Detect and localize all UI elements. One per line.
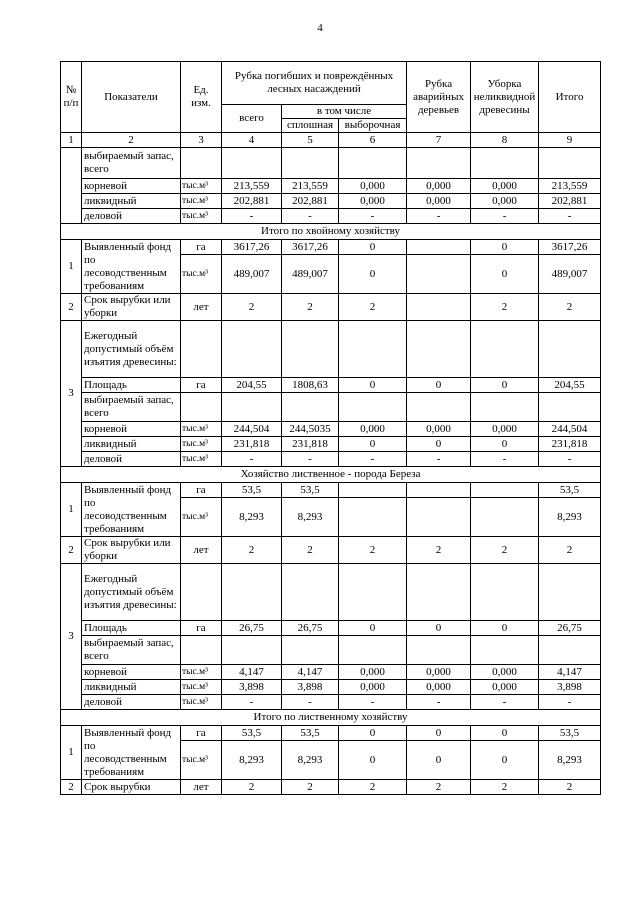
cell: 26,75 <box>539 621 601 636</box>
table-row <box>61 695 601 710</box>
cell: - <box>539 209 601 224</box>
cell: 0 <box>339 255 407 294</box>
cell: 0 <box>339 621 407 636</box>
cell: 2 <box>339 780 407 795</box>
col-number: 5 <box>282 133 339 148</box>
cell: 0 <box>339 741 407 780</box>
row-label: ликвидный <box>82 194 181 209</box>
cell: 0 <box>407 437 471 452</box>
table-row <box>61 437 601 452</box>
row-label: Выявленный фонд по лесоводственным требованиям <box>82 240 181 294</box>
cell: 2 <box>282 537 339 564</box>
cell: 0,000 <box>471 179 539 194</box>
table-row <box>61 483 601 498</box>
row-unit: тыс.м³ <box>181 695 222 710</box>
cell: 4,147 <box>282 665 339 680</box>
cell: 4,147 <box>539 665 601 680</box>
cell: - <box>471 695 539 710</box>
cell: 213,559 <box>282 179 339 194</box>
header-selective: выборочная <box>339 119 407 133</box>
row-unit: тыс.м³ <box>181 255 222 294</box>
cell: - <box>339 209 407 224</box>
row-label: ликвидный <box>82 437 181 452</box>
row-unit: тыс.м³ <box>181 680 222 695</box>
cell: 26,75 <box>282 621 339 636</box>
cell <box>407 498 471 537</box>
row-unit: тыс.м³ <box>181 452 222 467</box>
section-heading: Итого по хвойному хозяйству <box>61 224 601 240</box>
row-number: 2 <box>61 537 82 564</box>
row-label: Ежегодный допустимый объём изъятия древесины: <box>82 564 181 621</box>
cell: - <box>282 695 339 710</box>
cell: 0,000 <box>407 680 471 695</box>
row-unit: тыс.м³ <box>181 437 222 452</box>
table-row <box>61 393 601 422</box>
cell: 0,000 <box>339 665 407 680</box>
row-unit: тыс.м³ <box>181 498 222 537</box>
table-row <box>61 621 601 636</box>
header-total: всего <box>222 105 282 133</box>
cell: 2 <box>339 537 407 564</box>
cell: 0 <box>407 726 471 741</box>
cell: 53,5 <box>222 483 282 498</box>
cell: - <box>407 695 471 710</box>
row-label: Площадь <box>82 621 181 636</box>
cell: 244,504 <box>539 422 601 437</box>
row-label: Срок вырубки или уборки <box>82 294 181 321</box>
cell: 2 <box>222 294 282 321</box>
cell <box>339 483 407 498</box>
cell: 0 <box>339 726 407 741</box>
cell: 202,881 <box>222 194 282 209</box>
cell: 0,000 <box>471 194 539 209</box>
row-unit: га <box>181 483 222 498</box>
cell: 2 <box>539 294 601 321</box>
cell: 0,000 <box>339 194 407 209</box>
cell: - <box>222 695 282 710</box>
cell: 0 <box>339 437 407 452</box>
cell <box>339 498 407 537</box>
row-label: деловой <box>82 695 181 710</box>
cell: 213,559 <box>539 179 601 194</box>
table-row <box>61 452 601 467</box>
cell: 2 <box>471 294 539 321</box>
row-number: 3 <box>61 321 82 467</box>
cell: 0 <box>471 621 539 636</box>
row-unit: лет <box>181 537 222 564</box>
row-number: 1 <box>61 240 82 294</box>
cell: 1808,63 <box>282 378 339 393</box>
cell: 0 <box>471 378 539 393</box>
row-label: Срок вырубки или уборки <box>82 537 181 564</box>
row-label: корневой <box>82 179 181 194</box>
cell <box>407 294 471 321</box>
cell: - <box>407 452 471 467</box>
cell: 0 <box>471 255 539 294</box>
cell: 204,55 <box>539 378 601 393</box>
table-row <box>61 378 601 393</box>
cell: 0,000 <box>407 194 471 209</box>
table-row <box>61 537 601 564</box>
cell: 0,000 <box>339 179 407 194</box>
cell: 8,293 <box>282 498 339 537</box>
cell: 2 <box>539 537 601 564</box>
row-unit: тыс.м³ <box>181 422 222 437</box>
cell: - <box>282 209 339 224</box>
cell: 0,000 <box>407 179 471 194</box>
cell: 0 <box>471 741 539 780</box>
section-heading: Итого по лиственному хозяйству <box>61 710 601 726</box>
cell: 2 <box>407 780 471 795</box>
row-unit: лет <box>181 294 222 321</box>
cell: 0 <box>407 621 471 636</box>
cell: 53,5 <box>222 726 282 741</box>
table-row <box>61 148 601 179</box>
row-number: 1 <box>61 726 82 780</box>
cell <box>407 483 471 498</box>
cell: 0,000 <box>339 680 407 695</box>
cell: 0 <box>471 726 539 741</box>
cell: 202,881 <box>282 194 339 209</box>
row-number: 2 <box>61 780 82 795</box>
forest-harvest-table <box>60 61 601 795</box>
row-number: 3 <box>61 564 82 710</box>
cell: 0 <box>471 240 539 255</box>
cell: 244,5035 <box>282 422 339 437</box>
cell: 53,5 <box>282 726 339 741</box>
header-num: № п/п <box>61 62 82 133</box>
cell: - <box>471 209 539 224</box>
cell: 53,5 <box>539 726 601 741</box>
cell: - <box>222 452 282 467</box>
cell: 2 <box>339 294 407 321</box>
cell: - <box>222 209 282 224</box>
header-including: в том числе <box>282 105 407 119</box>
cell: 0 <box>407 741 471 780</box>
table-row <box>61 726 601 741</box>
col-number: 8 <box>471 133 539 148</box>
row-unit: га <box>181 621 222 636</box>
cell: 244,504 <box>222 422 282 437</box>
table-row <box>61 209 601 224</box>
row-label: ликвидный <box>82 680 181 695</box>
page-number: 4 <box>317 22 323 34</box>
col-number: 1 <box>61 133 82 148</box>
cell: - <box>539 452 601 467</box>
header-indicators: Показатели <box>82 62 181 133</box>
cell <box>471 498 539 537</box>
cell: 231,818 <box>282 437 339 452</box>
cell: 0,000 <box>471 422 539 437</box>
cell <box>471 483 539 498</box>
cell: 204,55 <box>222 378 282 393</box>
cell: 213,559 <box>222 179 282 194</box>
row-label: выбираемый запас, всего <box>82 393 181 422</box>
header-clear: сплошная <box>282 119 339 133</box>
cell: 0,000 <box>471 680 539 695</box>
cell: 0,000 <box>339 422 407 437</box>
table-row <box>61 240 601 255</box>
cell: 0,000 <box>407 422 471 437</box>
cell: 231,818 <box>222 437 282 452</box>
table-row <box>61 636 601 665</box>
cell: 8,293 <box>222 498 282 537</box>
table-row <box>61 194 601 209</box>
cell: 3617,26 <box>539 240 601 255</box>
row-label: деловой <box>82 452 181 467</box>
header-removal: Уборка неликвидной древесины <box>471 62 539 133</box>
cell <box>407 240 471 255</box>
cell: 489,007 <box>222 255 282 294</box>
cell <box>407 255 471 294</box>
cell: 2 <box>282 294 339 321</box>
table-row <box>61 422 601 437</box>
header-dead-felling: Рубка погибших и повреждённых лесных насаждений <box>222 62 407 105</box>
table-row <box>61 564 601 621</box>
header-emergency: Рубка аварийных деревьев <box>407 62 471 133</box>
cell: 3,898 <box>539 680 601 695</box>
col-number: 9 <box>539 133 601 148</box>
cell: 489,007 <box>282 255 339 294</box>
row-label: выбираемый запас, всего <box>82 636 181 665</box>
cell: 3617,26 <box>222 240 282 255</box>
table-row <box>61 321 601 378</box>
cell: 0 <box>471 437 539 452</box>
cell: 3617,26 <box>282 240 339 255</box>
section-heading: Хозяйство лиственное - порода Береза <box>61 467 601 483</box>
table-row <box>61 179 601 194</box>
cell: 8,293 <box>222 741 282 780</box>
row-unit: тыс.м³ <box>181 179 222 194</box>
cell: - <box>339 452 407 467</box>
col-number: 7 <box>407 133 471 148</box>
row-label: Выявленный фонд по лесоводственным требованиям <box>82 726 181 780</box>
cell: 0 <box>407 378 471 393</box>
row-unit: га <box>181 726 222 741</box>
cell: 3,898 <box>222 680 282 695</box>
cell: - <box>339 695 407 710</box>
column-number-row <box>61 133 601 148</box>
row-label: корневой <box>82 665 181 680</box>
header-result: Итого <box>539 62 601 133</box>
cell: 8,293 <box>539 498 601 537</box>
row-label: Площадь <box>82 378 181 393</box>
col-number: 3 <box>181 133 222 148</box>
row-label: Срок вырубки <box>82 780 181 795</box>
row-unit: лет <box>181 780 222 795</box>
cell: 3,898 <box>282 680 339 695</box>
cell: 2 <box>222 780 282 795</box>
cell: 231,818 <box>539 437 601 452</box>
cell: 2 <box>282 780 339 795</box>
cell: 53,5 <box>539 483 601 498</box>
cell: 0,000 <box>407 665 471 680</box>
cell: 26,75 <box>222 621 282 636</box>
cell: 2 <box>222 537 282 564</box>
table-row <box>61 294 601 321</box>
cell: 2 <box>539 780 601 795</box>
cell: - <box>282 452 339 467</box>
col-number: 4 <box>222 133 282 148</box>
row-unit: тыс.м³ <box>181 665 222 680</box>
cell: 53,5 <box>282 483 339 498</box>
col-number: 2 <box>82 133 181 148</box>
cell: 2 <box>471 780 539 795</box>
cell: - <box>407 209 471 224</box>
row-number: 1 <box>61 483 82 537</box>
cell: 4,147 <box>222 665 282 680</box>
row-unit: тыс.м³ <box>181 194 222 209</box>
row-label: Выявленный фонд по лесоводственным требованиям <box>82 483 181 537</box>
row-unit: тыс.м³ <box>181 209 222 224</box>
row-unit: га <box>181 378 222 393</box>
row-unit: тыс.м³ <box>181 741 222 780</box>
cell: - <box>539 695 601 710</box>
table-row <box>61 665 601 680</box>
cell: 8,293 <box>282 741 339 780</box>
col-number: 6 <box>339 133 407 148</box>
cell: 202,881 <box>539 194 601 209</box>
cell: 0,000 <box>471 665 539 680</box>
row-unit: га <box>181 240 222 255</box>
header-unit: Ед. изм. <box>181 62 222 133</box>
cell: 8,293 <box>539 741 601 780</box>
cell: - <box>471 452 539 467</box>
cell: 2 <box>471 537 539 564</box>
row-label: Ежегодный допустимый объём изъятия древесины: <box>82 321 181 378</box>
table-row <box>61 780 601 795</box>
row-label: выбираемый запас, всего <box>82 148 181 179</box>
cell: 489,007 <box>539 255 601 294</box>
row-label: деловой <box>82 209 181 224</box>
cell: 0 <box>339 240 407 255</box>
row-label: корневой <box>82 422 181 437</box>
table-row <box>61 680 601 695</box>
cell: 2 <box>407 537 471 564</box>
cell: 0 <box>339 378 407 393</box>
row-number: 2 <box>61 294 82 321</box>
